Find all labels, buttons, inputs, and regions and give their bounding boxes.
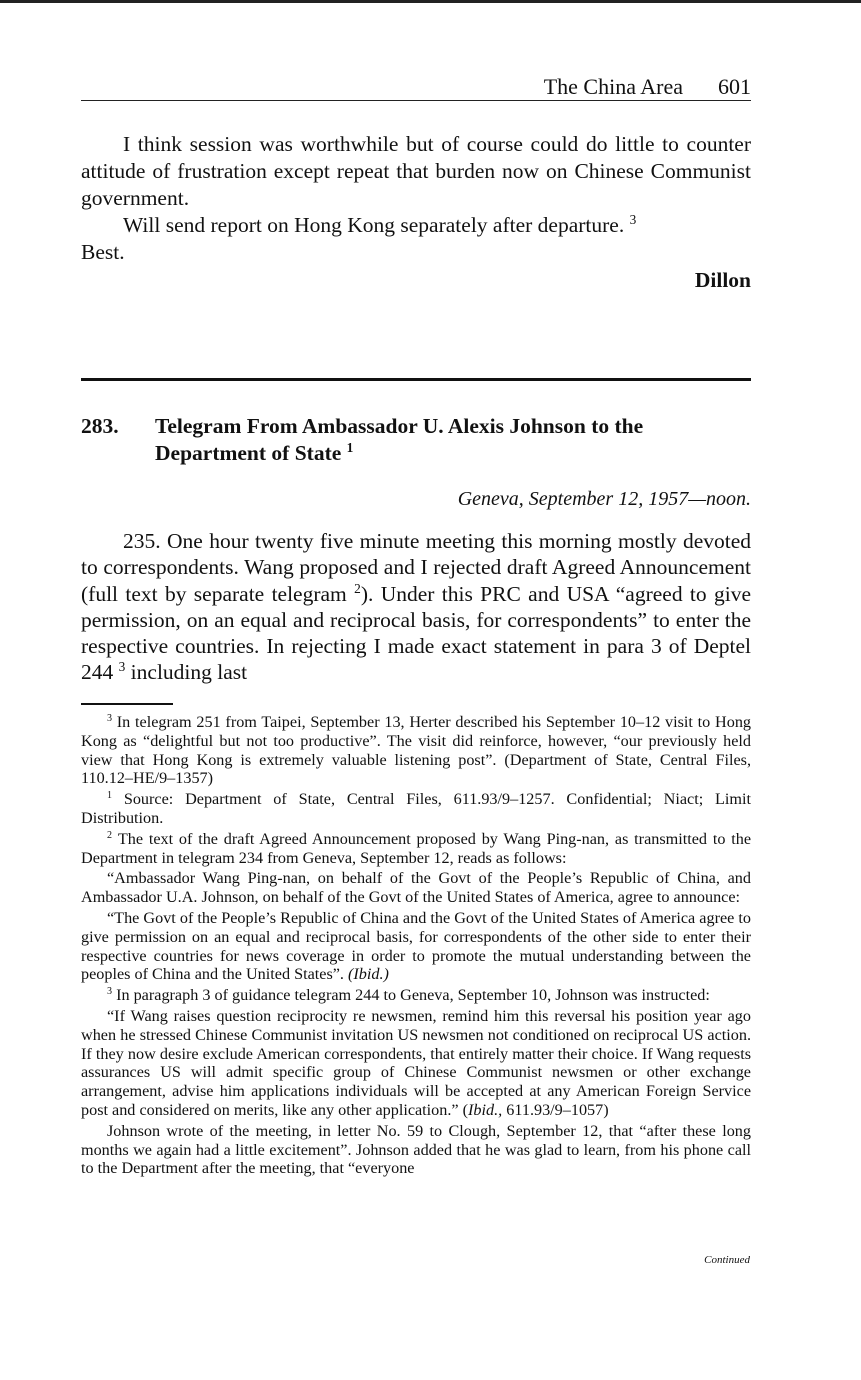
running-header-title: The China Area: [543, 74, 683, 99]
top-border: [0, 0, 861, 3]
signature: Dillon: [694, 268, 751, 292]
footnote-rule: [81, 703, 173, 705]
document-number: 283.: [81, 414, 119, 438]
closing-line: Best.: [81, 240, 125, 264]
telegram-body: 235. One hour twenty five minute meeting this morning mostly devoted to correspondents. Wang proposed and I rejected draft Agreed Announcement (full text by separate telegram $^2$). Under this PRC and USA “agreed to give permission, on an equal and reciprocal basis, for correspondents” to enter the respective countries. In rejecting I made exact statement in para 3 of Deptel 244 $^3$ including last: [81, 529, 752, 685]
section-divider: [81, 378, 751, 381]
footnote-ref-2: 2: [354, 580, 361, 596]
running-header: [81, 74, 751, 101]
footnote-ref-1: 1: [346, 440, 354, 456]
continued-label: Continued: [704, 1254, 750, 1266]
footnotes: [81, 713, 751, 1180]
page-number: 601: [718, 74, 751, 99]
footnote-ref-3: 3: [629, 212, 637, 228]
preceding-paragraph-2: Will send report on Hong Kong separately after departure. $^3$: [123, 212, 637, 237]
footnote-3-continuation: Johnson wrote of the meeting, in letter No. 59 to Clough, September 12, that “after these long months we again had a little excitement”. Johnson added that he was glad to learn, from his phone call to the Department after the meeting, that “everyone: [81, 1121, 751, 1178]
preceding-paragraph-1: I think session was worthwhile but of course could do little to counter attitude of frustration except repeat that burden now on Chinese Communist government.: [81, 132, 751, 210]
document-title: Telegram From Ambassador U. Alexis Johnson to the Department of State $^1$: [155, 414, 644, 465]
footnote-3-quote: “If Wang raises question reciprocity re newsmen, remind him this reversal his position year ago when he stressed Chinese Communist invitation US newsmen not conditioned on reciprocal US action. If they now desire exclude American correspondents, that entirely matter their choice. If Wang requests assurances US will admit specific group of Chinese Communist newsmen or other exchange arrangement, advise him applications individuals will be accepted at any American Foreign Service post and considered on merits, like any other application.” (Ibid., 611.93/9–1057): [81, 1006, 751, 1119]
footnote-3: $^3$ In paragraph 3 of guidance telegram 244 to Geneva, September 10, Johnson was instructed:: [107, 986, 710, 1005]
footnote-3-previous: $^3$ In telegram 251 from Taipei, September 13, Herter described his September 10–12 visit to Hong Kong as “delightful but not too productive”. The visit did reinforce, however, “our previously held view that Hong Kong is extremely valuable listening post”. (Department of State, Central Files, 110.12–HE/9–1357): [81, 712, 752, 788]
footnote-2: $^2$ The text of the draft Agreed Announcement proposed by Wang Ping-nan, as transmitted to the Department in telegram 234 from Geneva, September 12, reads as follows:: [81, 829, 752, 867]
footnote-1: $^1$ Source: Department of State, Central Files, 611.93/9–1257. Confidential; Niact; Limit Distribution.: [81, 790, 751, 827]
footnote-2-quote-1: “Ambassador Wang Ping-nan, on behalf of the Govt of the People’s Republic of China, and Ambassador U.A. Johnson, on behalf of the Govt of the United States of America, agree to announce:: [81, 869, 751, 907]
footnote-2-quote-2: “The Govt of the People’s Republic of China and the Govt of the United States of America agree to give permission on an equal and reciprocal basis, for correspondents of the other side to enter their respective countries for news coverage in order to promote the mutual understanding between the peoples of China and the United States”. (Ibid.): [81, 908, 751, 984]
footnote-ref-3b: 3: [118, 659, 126, 675]
dateline: Geneva, September 12, 1957—noon.: [457, 488, 751, 510]
